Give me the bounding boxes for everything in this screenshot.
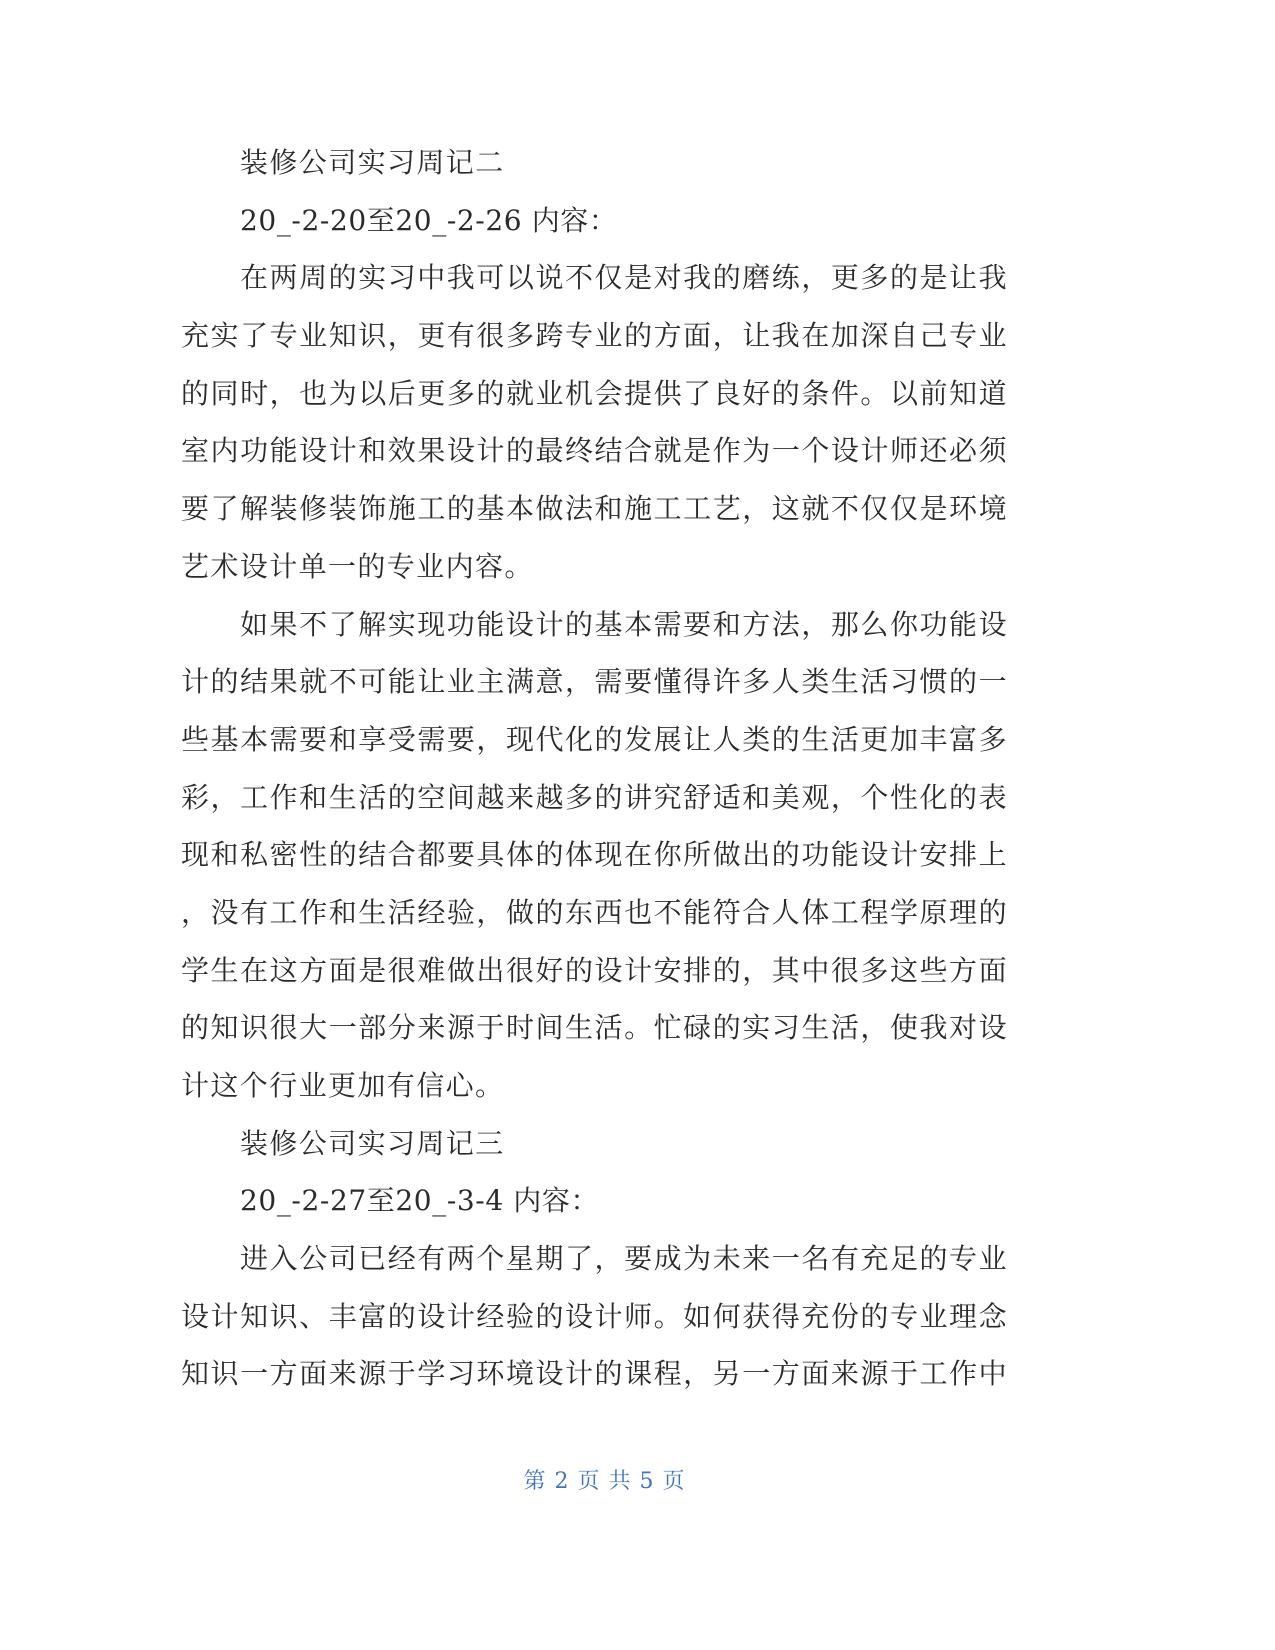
heading-week-3: 装修公司实习周记三: [240, 1126, 505, 1160]
paragraph-line: 彩，工作和生活的空间越来越多的讲究舒适和美观，个性化的表: [181, 780, 1008, 814]
paragraph-week-2-2: [181, 596, 1008, 1115]
paragraph-line: 进入公司已经有两个星期了，要成为未来一名有充足的专业: [240, 1242, 1008, 1276]
paragraph-line: 设计知识、丰富的设计经验的设计师。如何获得充份的专业理念: [181, 1299, 1008, 1333]
date-range-week-3: 20_-2-27至20_-3-4 内容：: [240, 1184, 600, 1218]
paragraph-line: 充实了专业知识，更有很多跨专业的方面，让我在加深自己专业: [181, 319, 1008, 353]
paragraph-line: 计的结果就不可能让业主满意，需要懂得许多人类生活习惯的一: [181, 665, 1008, 699]
paragraph-line: ，没有工作和生活经验，做的东西也不能符合人体工程学原理的: [181, 895, 1008, 929]
paragraph-line: 现和私密性的结合都要具体的体现在你所做出的功能设计安排上: [181, 838, 1008, 872]
paragraph-line: 知识一方面来源于学习环境设计的课程，另一方面来源于工作中: [181, 1357, 1008, 1391]
paragraph-line: 的同时，也为以后更多的就业机会提供了良好的条件。以前知道: [181, 376, 1008, 410]
paragraph-line: 如果不了解实现功能设计的基本需要和方法，那么你功能设: [240, 607, 1008, 641]
paragraph-week-2-1: [181, 249, 1008, 595]
date-range-week-2: 20_-2-20至20_-2-26 内容：: [240, 203, 618, 237]
paragraph-line: 学生在这方面是很难做出很好的设计安排的，其中很多这些方面: [181, 953, 1008, 987]
document-body: [181, 134, 1008, 1403]
paragraph-line: 室内功能设计和效果设计的最终结合就是作为一个设计师还必须: [181, 434, 1008, 468]
paragraph-line: 的知识很大一部分来源于时间生活。忙碌的实习生活，使我对设: [181, 1011, 1008, 1045]
paragraph-line: 在两周的实习中我可以说不仅是对我的磨练，更多的是让我: [240, 261, 1008, 295]
paragraph-line: 艺术设计单一的专业内容。: [181, 549, 534, 583]
paragraph-line: 些基本需要和享受需要，现代化的发展让人类的生活更加丰富多: [181, 722, 1008, 756]
heading-week-2: 装修公司实习周记二: [240, 146, 505, 179]
paragraph-week-3-1: [181, 1230, 1008, 1403]
page-indicator: 第 2 页 共 5 页: [523, 1469, 686, 1494]
paragraph-line: 计这个行业更加有信心。: [181, 1069, 505, 1102]
paragraph-line: 要了解装修装饰施工的基本做法和施工工艺，这就不仅仅是环境: [181, 492, 1008, 526]
